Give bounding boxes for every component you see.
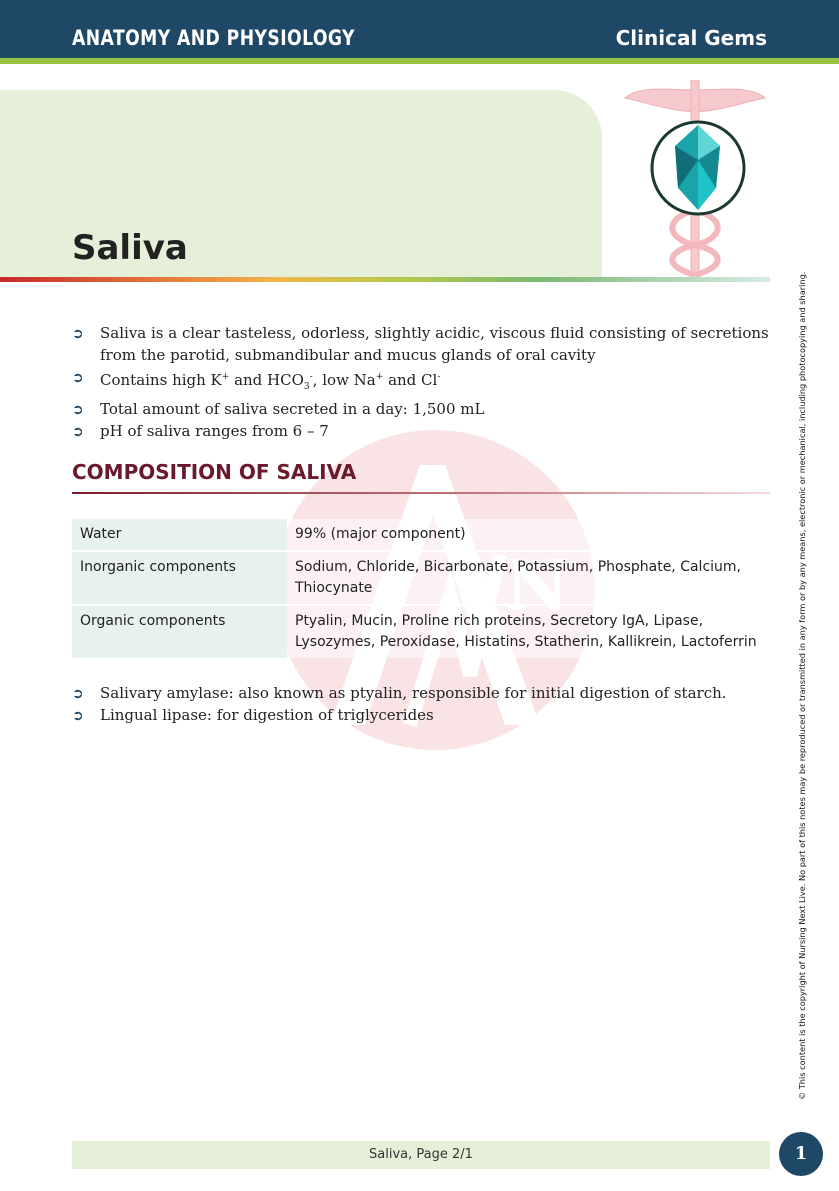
row-label: Inorganic components bbox=[72, 551, 287, 605]
series-title: Clinical Gems bbox=[615, 26, 767, 50]
subject-title: ANATOMY AND PHYSIOLOGY bbox=[72, 26, 355, 50]
row-label: Organic components bbox=[72, 605, 287, 658]
list-item: ➲ Saliva is a clear tasteless, odorless, slightly acidic, viscous fluid consisting of secretions from the parotid, submandibular and mucus glands of oral cavity bbox=[72, 324, 769, 364]
caduceus-crystal-icon bbox=[620, 80, 770, 280]
table-row bbox=[72, 551, 770, 605]
arrow-right-icon: ➲ bbox=[72, 402, 84, 418]
list-item: ➲ Total amount of saliva secreted in a day: 1,500 mL bbox=[72, 398, 770, 420]
arrow-right-icon: ➲ bbox=[72, 424, 84, 440]
arrow-right-icon: ➲ bbox=[72, 326, 84, 342]
list-item: ➲ Lingual lipase: for digestion of triglycerides bbox=[72, 704, 770, 726]
table-row bbox=[72, 519, 770, 551]
row-label: Water bbox=[72, 519, 287, 551]
footer-label: Saliva, Page 2/1 bbox=[369, 1147, 473, 1162]
copyright-notice: © This content is the copyright of Nursing Next Live. No part of this notes may be reproduced or transmitted in any form or by any means, electronic or mechanical, including photocopying and sharing. bbox=[797, 271, 807, 1100]
intro-list bbox=[72, 322, 770, 442]
arrow-right-icon: ➲ bbox=[72, 370, 84, 386]
row-value: 99% (major component) bbox=[287, 519, 770, 551]
arrow-right-icon: ➲ bbox=[72, 686, 84, 702]
section-divider bbox=[72, 492, 770, 494]
row-value: Ptyalin, Mucin, Proline rich proteins, Secretory IgA, Lipase, Lysozymes, Peroxidase, Histatins, Statherin, Kallikrein, Lactoferrin bbox=[287, 605, 770, 658]
list-item: ➲ pH of saliva ranges from 6 – 7 bbox=[72, 420, 770, 442]
row-value: Sodium, Chloride, Bicarbonate, Potassium, Phosphate, Calcium, Thiocynate bbox=[287, 551, 770, 605]
title-divider bbox=[0, 277, 770, 282]
header-bar bbox=[0, 0, 839, 58]
composition-table bbox=[72, 519, 770, 658]
header-accent-line bbox=[0, 58, 839, 64]
page-title: Saliva bbox=[72, 228, 188, 268]
arrow-right-icon: ➲ bbox=[72, 708, 84, 724]
section-heading: COMPOSITION OF SALIVA bbox=[72, 460, 357, 484]
list-item: ➲ Contains high K+ and $HCO_3^-$, low Na+ and Cl- bbox=[72, 366, 770, 398]
notes-list bbox=[72, 682, 770, 726]
page-number-badge: 1 bbox=[779, 1132, 823, 1176]
list-item: ➲ Salivary amylase: also known as ptyalin, responsible for initial digestion of starch. bbox=[72, 682, 770, 704]
table-row bbox=[72, 605, 770, 658]
